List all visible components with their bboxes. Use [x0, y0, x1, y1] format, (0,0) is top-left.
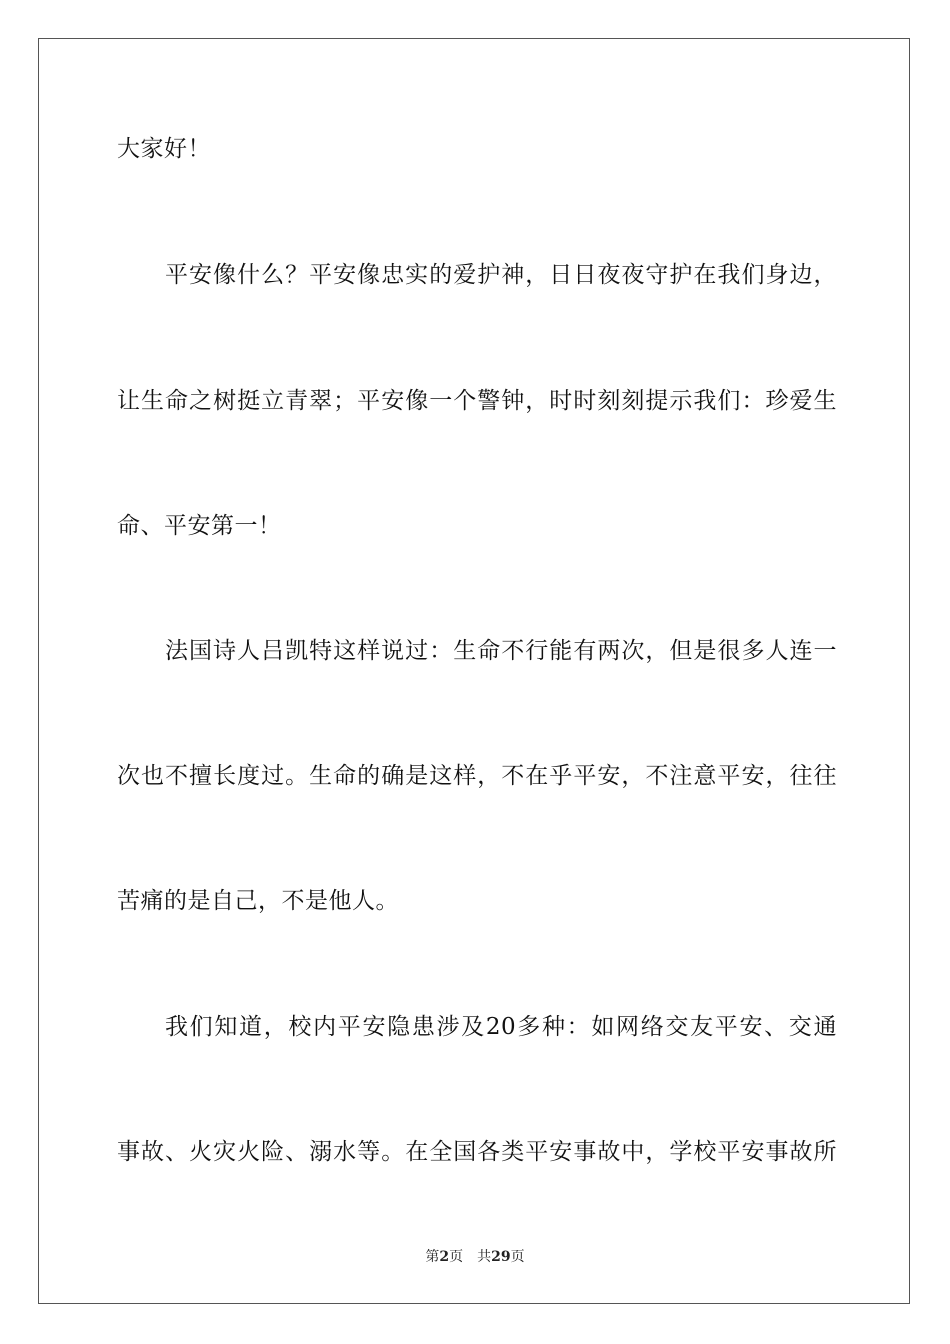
total-suffix: 页 — [510, 1249, 525, 1265]
total-pages: 29 — [491, 1249, 511, 1265]
paragraph-1-line-1: 平安像什么？平安像忠实的爱护神，日日夜夜守护在我们身边， — [165, 262, 837, 288]
total-prefix: 共 — [477, 1249, 492, 1265]
paragraph-1-line-3: 命、平安第一！ — [117, 513, 282, 539]
paragraph-2-line-3: 苦痛的是自己，不是他人。 — [117, 888, 399, 914]
page-number: 2 — [439, 1249, 450, 1265]
page-prefix: 第 — [425, 1249, 440, 1265]
paragraph-3-line-1: 我们知道，校内平安隐患涉及20多种：如网络交友平安、交通 — [165, 1014, 837, 1040]
paragraph-2-line-2: 次也不擅长度过。生命的确是这样，不在乎平安，不注意平安，往往 — [117, 763, 837, 789]
paragraph-2-line-1: 法国诗人吕凯特这样说过：生命不行能有两次，但是很多人连一 — [165, 638, 837, 664]
page-suffix: 页 — [449, 1249, 464, 1265]
page-footer — [0, 1248, 950, 1266]
paragraph-3-line-2: 事故、火灾火险、溺水等。在全国各类平安事故中，学校平安事故所 — [117, 1139, 837, 1165]
greeting-line: 大家好！ — [117, 136, 211, 162]
paragraph-1-line-2: 让生命之树挺立青翠；平安像一个警钟，时时刻刻提示我们：珍爱生 — [117, 388, 837, 414]
page-frame — [38, 38, 910, 1304]
